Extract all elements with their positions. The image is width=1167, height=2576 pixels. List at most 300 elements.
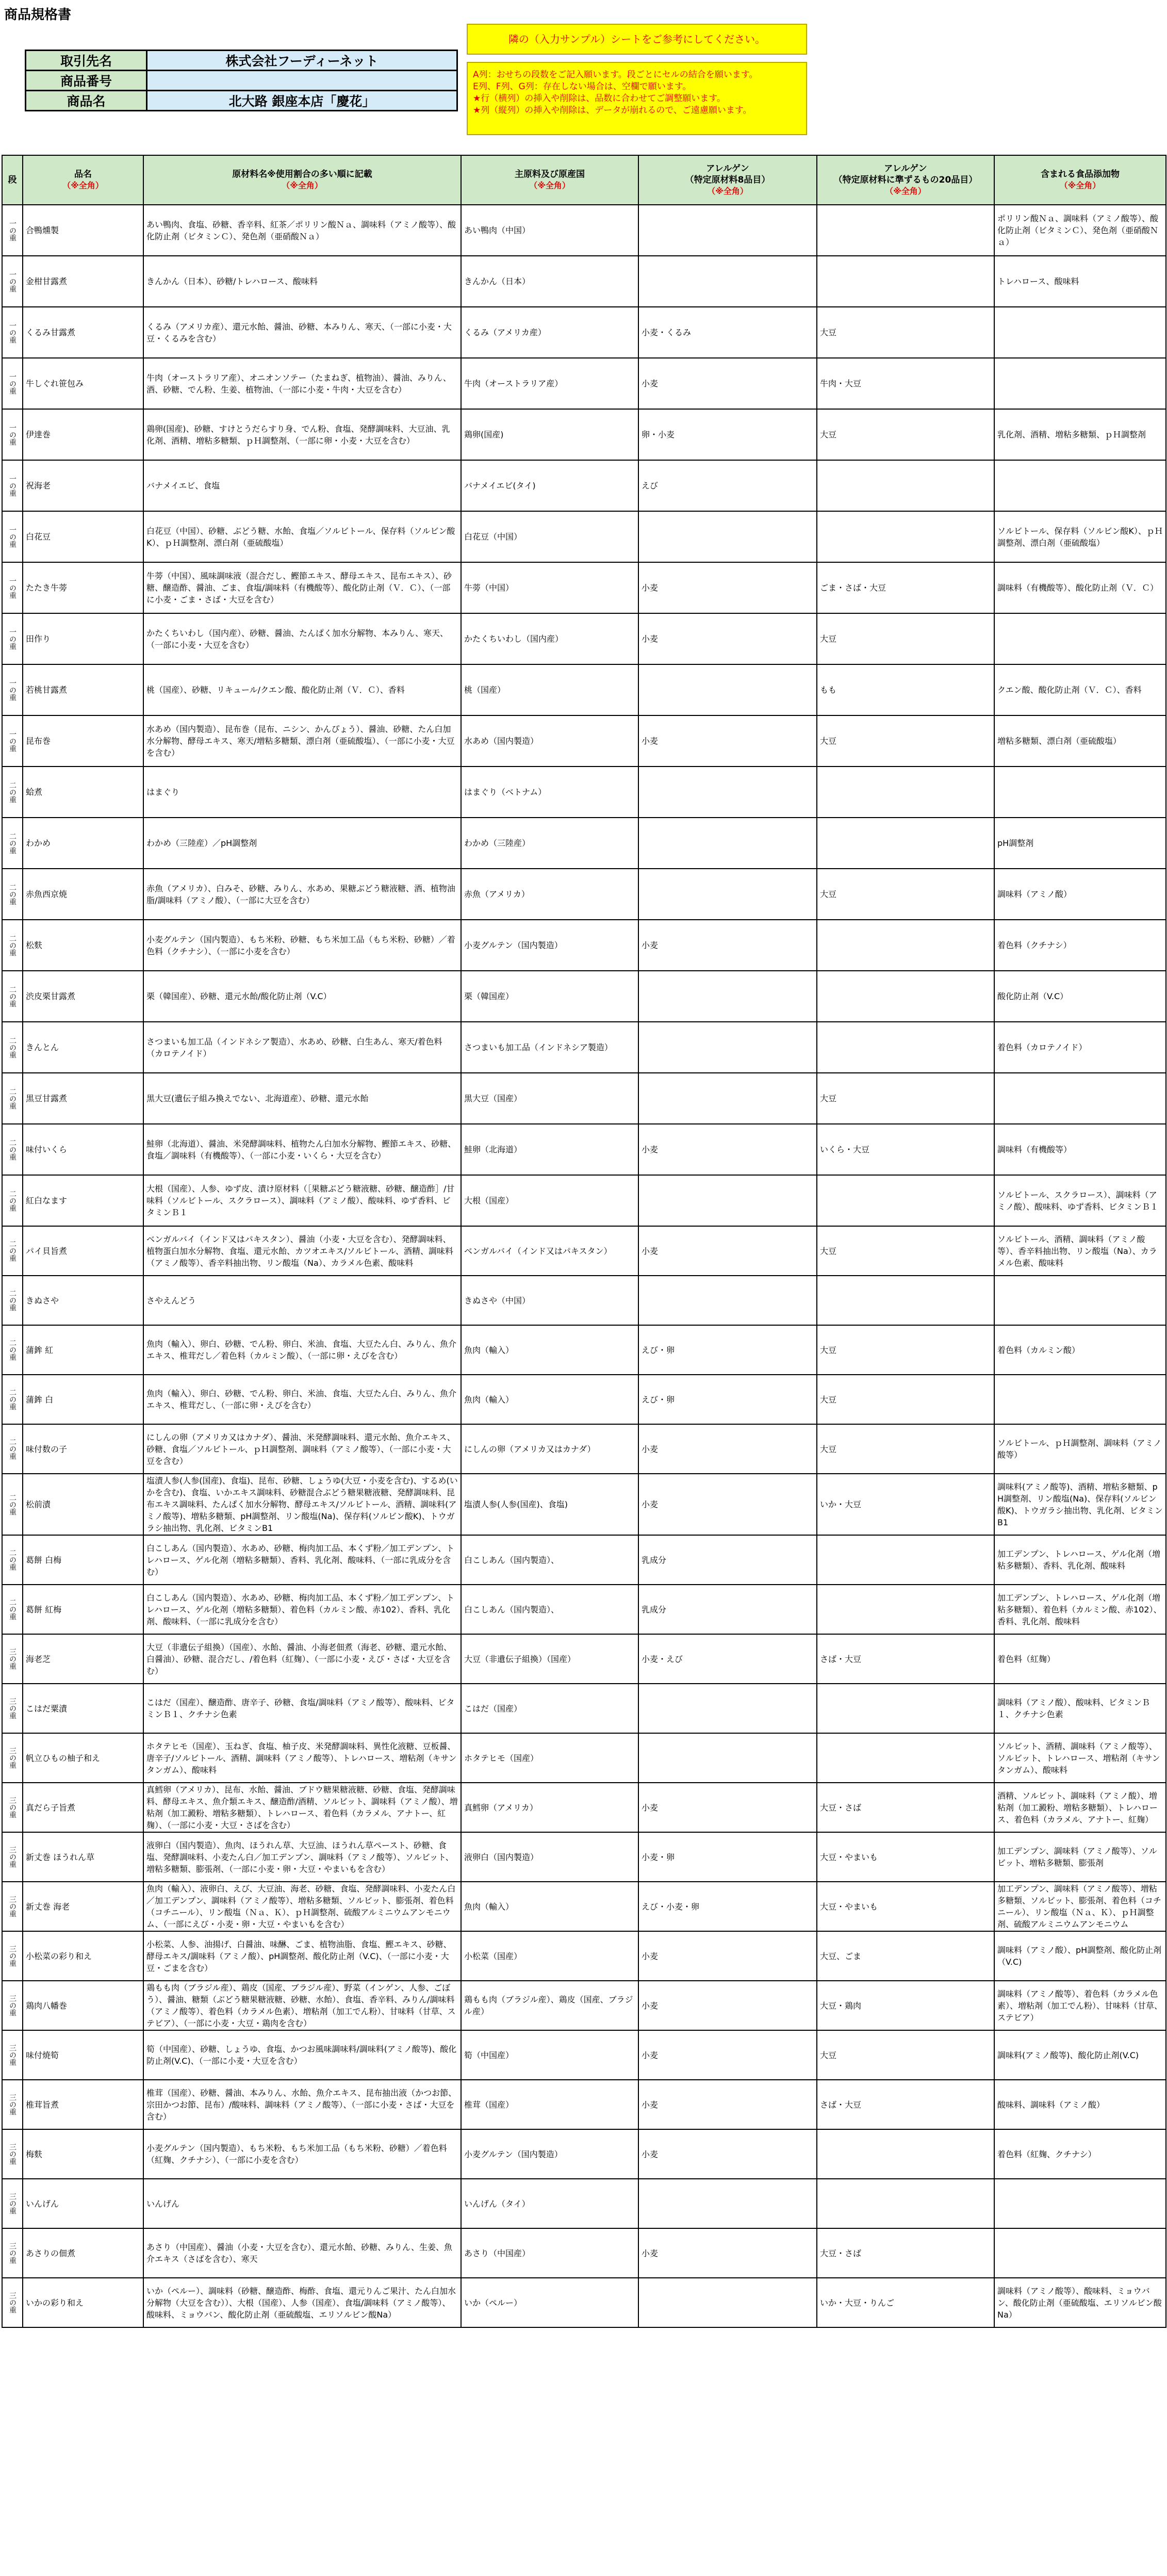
origin-cell: 筍（中国産） [461,2030,638,2080]
product-name-label: 商品名 [26,91,147,111]
allergen20-cell: 大豆 [817,613,994,664]
dan-cell: 二の重 [2,1276,23,1325]
origin-cell: 小麦グルテン（国内製造） [461,2129,638,2179]
allergen8-cell: 小麦 [638,1424,817,1474]
item-name-cell: 鶏肉八幡巻 [23,1981,143,2030]
table-row [2,818,1166,869]
allergen8-cell: 小麦 [638,1474,817,1535]
allergen8-cell: 小麦 [638,2129,817,2179]
table-row [2,1424,1166,1474]
additives-cell: ソルビトール、スクラロース）、調味料（アミノ酸）、酸味料、ゆず香料、ビタミンＢ１ [994,1175,1166,1226]
product-no-row [26,71,457,91]
additives-cell [994,307,1166,358]
item-name-cell: 椎茸旨煮 [23,2080,143,2129]
dan-cell: 三の重 [2,1981,23,2030]
table-row [2,1535,1166,1585]
table-row [2,1832,1166,1882]
dan-cell: 一の重 [2,664,23,715]
allergen20-cell: いか・大豆 [817,1474,994,1535]
dan-cell: 二の重 [2,1474,23,1535]
allergen20-cell: いか・大豆・りんご [817,2278,994,2327]
additives-cell [994,2179,1166,2228]
materials-cell: さつまいも加工品（インドネシア製造）、水あめ、砂糖、白生あん、寒天/着色料（カロテノイド） [143,1022,461,1073]
item-name-cell: 赤魚西京焼 [23,869,143,920]
dan-cell: 二の重 [2,1585,23,1634]
supplier-value: 株式会社フーディーネット [147,51,457,71]
table-row [2,1375,1166,1424]
origin-cell: 赤魚（アメリカ） [461,869,638,920]
allergen8-cell [638,256,817,307]
item-name-cell: くるみ甘露煮 [23,307,143,358]
item-name-cell: 渋皮栗甘露煮 [23,971,143,1022]
table-row [2,1733,1166,1783]
item-name-cell: 新丈巻 海老 [23,1882,143,1931]
additives-cell: 酸化防止剤（V.C） [994,971,1166,1022]
materials-cell: 小麦グルテン（国内製造）、もち米粉、もち米加工品（もち米粉、砂糖）／着色料（紅麹、クチナシ）、（一部に小麦を含む） [143,2129,461,2179]
origin-cell: いんげん（タイ） [461,2179,638,2228]
origin-cell: 白こしあん（国内製造）、 [461,1535,638,1585]
table-row [2,256,1166,307]
allergen20-cell: 大豆 [817,2030,994,2080]
origin-cell: さつまいも加工品（インドネシア製造） [461,1022,638,1073]
materials-cell: 牛肉（オーストラリア産）、オニオンソテー（たまねぎ、植物油）、醤油、みりん、酒、砂糖、でん粉、生姜、植物油、（一部に小麦・牛肉・大豆を含む） [143,358,461,409]
allergen8-cell [638,664,817,715]
origin-cell: ホタテヒモ（国産） [461,1733,638,1783]
allergen8-cell: 小麦 [638,1931,817,1981]
item-name-cell: 蛤煮 [23,767,143,818]
allergen20-cell: 大豆、ごま [817,1931,994,1981]
item-name-cell: 真だら子旨煮 [23,1783,143,1832]
allergen20-cell [817,460,994,511]
allergen8-cell: 小麦 [638,2228,817,2278]
table-row [2,1585,1166,1634]
additives-cell: 調味料（アミノ酸等）、着色料（カラメル色素）、増粘剤（加工でん粉）、甘味料（甘草、ステビア） [994,1981,1166,2030]
additives-cell [994,1073,1166,1124]
additives-cell: 調味料(アミノ酸等)、酒精、増粘多糖類、pH調整剤、リン酸塩(Na)、保存料(ソルビン酸K)、トウガラシ抽出物、乳化剤、ビタミンB1 [994,1474,1166,1535]
additives-cell: 調味料(アミノ酸等)、酸化防止剤(V.C) [994,2030,1166,2080]
allergen20-cell [817,1276,994,1325]
materials-cell: 栗（韓国産）、砂糖、還元水飴/酸化防止剤（V.C） [143,971,461,1022]
dan-cell: 一の重 [2,613,23,664]
item-name-cell: 味付数の子 [23,1424,143,1474]
allergen8-cell: えび・卵 [638,1325,817,1375]
table-row [2,307,1166,358]
dan-cell: 三の重 [2,1634,23,1684]
materials-cell: いんげん [143,2179,461,2228]
additives-cell [994,1375,1166,1424]
materials-cell: 小麦グルテン（国内製造）、もち米粉、砂糖、もち米加工品（もち米粉、砂糖）／着色料（クチナシ）、（一部に小麦を含む） [143,920,461,971]
materials-cell: 大豆（非遺伝子組換）（国産）、水飴、醤油、小海老佃煮（海老、砂糖、還元水飴、白醤油）、砂糖、混合だし、/着色料（紅麹）、（一部に小麦・えび・さば・大豆を含む） [143,1634,461,1684]
origin-cell: 魚肉（輸入） [461,1325,638,1375]
product-name-value: 北大路 銀座本店「慶花」 [147,91,457,111]
additives-cell: ソルビット、酒精、調味料（アミノ酸等）、ソルビット、トレハロース、増粘剤（キサンタンガム）、酸味料 [994,1733,1166,1783]
allergen20-cell: 大豆 [817,1424,994,1474]
item-name-cell: 昆布巻 [23,715,143,767]
allergen8-cell [638,1175,817,1226]
additives-cell: pH調整剤 [994,818,1166,869]
allergen8-cell [638,1684,817,1733]
item-name-cell: 牛しぐれ笹包み [23,358,143,409]
product-no-value [147,71,457,91]
dan-cell: 二の重 [2,818,23,869]
additives-cell: クエン酸、酸化防止剤（Ｖ．Ｃ）、香料 [994,664,1166,715]
table-row [2,1325,1166,1375]
dan-cell: 一の重 [2,460,23,511]
materials-cell: 魚肉（輸入）、卵白、砂糖、でん粉、卵白、米油、食塩、大豆たん白、みりん、魚介エキス、椎茸だし、（一部に卵・えびを含む） [143,1375,461,1424]
materials-cell: 椎茸（国産）、砂糖、醤油、本みりん、水飴、魚介エキス、昆布抽出液（かつお節、宗田かつお節、昆布）/酸味料、調味料（アミノ酸等）、（一部に小麦・さば・大豆を含む） [143,2080,461,2129]
allergen20-cell: 大豆・鶏肉 [817,1981,994,2030]
table-row [2,2080,1166,2129]
materials-cell: 白花豆（中国）、砂糖、ぶどう糖、水飴、食塩／ソルビトール、保存料（ソルビン酸K）、ｐＨ調整剤、漂白剤（亜硫酸塩） [143,511,461,562]
product-no-label: 商品番号 [26,71,147,91]
item-name-cell: きんとん [23,1022,143,1073]
spec-table [2,155,1166,2328]
item-name-cell: 葛餅 紅梅 [23,1585,143,1634]
dan-cell: 一の重 [2,358,23,409]
table-row [2,1931,1166,1981]
allergen8-cell: 卵・小麦 [638,409,817,460]
table-row [2,1226,1166,1276]
additives-cell: 加工デンプン、調味料（アミノ酸等）、増粘多糖類、ソルビット、膨張剤、着色料（コチニール）、リン酸塩（Ｎａ、Ｋ）、ｐＨ調整剤、硫酸アルミニウムアンモニウム [994,1882,1166,1931]
origin-cell: 鶏卵(国産) [461,409,638,460]
table-row [2,205,1166,256]
table-row [2,1783,1166,1832]
allergen8-cell [638,818,817,869]
origin-cell: 液卵白（国内製造） [461,1832,638,1882]
dan-cell: 一の重 [2,511,23,562]
allergen20-cell: 大豆 [817,869,994,920]
allergen20-cell [817,1175,994,1226]
dan-cell: 二の重 [2,1424,23,1474]
item-name-cell: 紅白なます [23,1175,143,1226]
item-name-cell: 蒲鉾 紅 [23,1325,143,1375]
product-name-row [26,91,457,111]
origin-cell: 真鱈卵（アメリカ） [461,1783,638,1832]
allergen20-cell: 大豆 [817,1325,994,1375]
instructions-box [467,62,807,135]
additives-cell [994,1276,1166,1325]
materials-cell: くるみ（アメリカ産）、還元水飴、醤油、砂糖、本みりん、寒天、（一部に小麦・大豆・くるみを含む） [143,307,461,358]
allergen20-cell [817,256,994,307]
additives-cell: 着色料（カロテノイド） [994,1022,1166,1073]
materials-cell: わかめ（三陸産）／pH調整剤 [143,818,461,869]
origin-cell: 水あめ（国内製造） [461,715,638,767]
origin-cell: あい鴨肉（中国） [461,205,638,256]
origin-cell: 小松菜（国産） [461,1931,638,1981]
table-row [2,2129,1166,2179]
item-name-cell: いかの彩り和え [23,2278,143,2327]
table-row [2,2278,1166,2327]
dan-cell: 二の重 [2,1073,23,1124]
allergen8-cell [638,1022,817,1073]
dan-cell: 一の重 [2,409,23,460]
table-row [2,1124,1166,1175]
additives-cell: 着色料（紅麹、クチナシ） [994,2129,1166,2179]
allergen20-cell: さば・大豆 [817,1634,994,1684]
allergen20-cell: 大豆・やまいも [817,1832,994,1882]
table-row [2,460,1166,511]
dan-cell: 二の重 [2,869,23,920]
allergen8-cell: 小麦 [638,358,817,409]
materials-cell: 白こしあん（国内製造）、水あめ、砂糖、梅肉加工品、本くず粉／加工デンプン、トレハロース、ゲル化剤（増粘多糖類）、香料、乳化剤、酸味料、（一部に乳成分を含む） [143,1535,461,1585]
allergen8-cell [638,767,817,818]
allergen20-cell [817,511,994,562]
dan-cell: 二の重 [2,1124,23,1175]
origin-cell: 小麦グルテン（国内製造） [461,920,638,971]
materials-cell: あさり（中国産）、醤油（小麦・大豆を含む）、還元水飴、砂糖、みりん、生姜、魚介エキス（さばを含む）、寒天 [143,2228,461,2278]
materials-cell: 液卵白（国内製造）、魚肉、ほうれん草、大豆油、ほうれん草ペースト、砂糖、食塩、発酵調味料、小麦たん白／加工デンプン、調味料（アミノ酸等）、ソルビット、増粘多糖類、膨張剤、（一部に小麦・卵・大豆・やまいもを含む） [143,1832,461,1882]
materials-cell: 鮭卵（北海道）、醤油、米発酵調味料、植物たん白加水分解物、鰹節エキス、砂糖、食塩／調味料（有機酸等）、（一部に小麦・いくら・大豆を含む） [143,1124,461,1175]
additives-cell: ソルビトール、酒精、調味料（アミノ酸等）、香辛料抽出物、リン酸塩（Na）、カラメル色素、酸味料 [994,1226,1166,1276]
allergen20-cell: さば・大豆 [817,2080,994,2129]
origin-cell: にしんの卵（アメリカ又はカナダ） [461,1424,638,1474]
origin-cell: 牛蒡（中国） [461,562,638,613]
item-name-cell: 祝海老 [23,460,143,511]
allergen20-cell [817,1585,994,1634]
origin-cell: きぬさや（中国） [461,1276,638,1325]
allergen8-cell: 乳成分 [638,1585,817,1634]
allergen20-cell: 大豆 [817,307,994,358]
allergen20-cell [817,1022,994,1073]
item-name-cell: 味付焼筍 [23,2030,143,2080]
additives-cell: 加工デンプン、調味料（アミノ酸等）、ソルビット、増粘多糖類、膨張剤 [994,1832,1166,1882]
instruction-line: A列：おせちの段数をご記入願います。段ごとにセルの結合を願います。 [473,70,758,80]
item-name-cell: 味付いくら [23,1124,143,1175]
item-name-cell: 黒豆甘露煮 [23,1073,143,1124]
materials-cell: 桃（国産）、砂糖、リキュール/クエン酸、酸化防止剤（Ｖ．Ｃ）、香料 [143,664,461,715]
materials-cell: 真鱈卵（アメリカ）、昆布、水飴、醤油、ブドウ糖果糖液糖、砂糖、食塩、発酵調味料、酵母エキス、魚介類エキス、醸造酢/酒精、ソルビット、調味料（アミノ酸）、増粘剤（加工澱粉、増粘多糖類）、トレハロース、着色料（カラメル、アナトー、紅麹）、（一部に小麦・大豆・さばを含む） [143,1783,461,1832]
table-row [2,2179,1166,2228]
item-name-cell: いんげん [23,2179,143,2228]
origin-cell: 大豆（非遺伝子組換）（国産） [461,1634,638,1684]
allergen8-cell: 小麦 [638,1783,817,1832]
origin-cell: はまぐり（ベトナム） [461,767,638,818]
allergen8-cell: えび・卵 [638,1375,817,1424]
item-name-cell: 梅麩 [23,2129,143,2179]
dan-cell: 一の重 [2,256,23,307]
item-name-cell: 松麩 [23,920,143,971]
allergen8-cell [638,2179,817,2228]
dan-cell: 三の重 [2,1931,23,1981]
additives-cell: 調味料（アミノ酸）、pH調整剤、酸化防止剤（V.C) [994,1931,1166,1981]
instruction-line: E列、F列、G列：存在しない場合は、空欄で願います。 [473,81,692,92]
materials-cell: こはだ（国産）、醸造酢、唐辛子、砂糖、食塩/調味料（アミノ酸等）、酸味料、ビタミンＢ１、クチナシ色素 [143,1684,461,1733]
materials-cell: バナメイエビ、食塩 [143,460,461,511]
instruction-line: ★行（横列）の挿入や削除は、品数に合わせてご調整願います。 [473,93,726,104]
supplier-label: 取引先名 [26,51,147,71]
allergen20-cell: もも [817,664,994,715]
additives-cell: 着色料（紅麹） [994,1634,1166,1684]
info-table [25,50,458,111]
origin-cell: 桃（国産） [461,664,638,715]
table-row [2,1175,1166,1226]
allergen8-cell: 小麦・くるみ [638,307,817,358]
origin-cell: わかめ（三陸産） [461,818,638,869]
table-row [2,1073,1166,1124]
allergen8-cell [638,1276,817,1325]
materials-cell: 黒大豆(遺伝子組み換えでない、北海道産）、砂糖、還元水飴 [143,1073,461,1124]
materials-cell: ベンガルバイ（インド又はパキスタン）、醤油（小麦・大豆を含む）、発酵調味料、植物蛋白加水分解物、食塩、還元水飴、カツオエキス/ソルビトール、酒精、調味料（アミノ酸等）、香辛料抽出物、リン酸塩（Na）、カラメル色素、酸味料 [143,1226,461,1276]
dan-cell: 三の重 [2,2228,23,2278]
col-header-origin: 主原料及び原産国 （※全角） [461,155,638,205]
additives-cell: ソルビトール、ｐＨ調整剤、調味料（アミノ酸等） [994,1424,1166,1474]
dan-cell: 二の重 [2,1226,23,1276]
origin-cell: 黒大豆（国産） [461,1073,638,1124]
allergen8-cell [638,511,817,562]
dan-cell: 三の重 [2,2278,23,2327]
dan-cell: 三の重 [2,2080,23,2129]
dan-cell: 一の重 [2,307,23,358]
allergen20-cell [817,767,994,818]
allergen8-cell: 小麦 [638,715,817,767]
allergen20-cell: 牛肉・大豆 [817,358,994,409]
dan-cell: 一の重 [2,205,23,256]
materials-cell: ホタテヒモ（国産）、玉ねぎ、食塩、柚子皮、米発酵調味料、異性化液糖、豆板醤、唐辛子/ソルビトール、酒精、調味料（アミノ酸等）、トレハロース、増粘剤（キサンタンガム）、酸味料 [143,1733,461,1783]
materials-cell: 魚肉（輸入）、液卵白、えび、大豆油、海老、砂糖、食塩、発酵調味料、小麦たん白／加工デンプン、調味料（アミノ酸等）、増粘多糖類、ソルビット、膨張剤、着色料（コチニール）、リン酸塩（Ｎａ、Ｋ）、ｐＨ調整剤、硫酸アルミニウムアンモニウム、（一部にえび・小麦・卵・大豆・やまいもを含む） [143,1882,461,1931]
item-name-cell: 蒲鉾 白 [23,1375,143,1424]
item-name-cell: 伊達巻 [23,409,143,460]
item-name-cell: 帆立ひもの柚子和え [23,1733,143,1783]
allergen20-cell: 大豆・やまいも [817,1882,994,1931]
allergen8-cell: えび [638,460,817,511]
additives-cell: 調味料（アミノ酸） [994,869,1166,920]
allergen8-cell [638,869,817,920]
allergen8-cell: 小麦 [638,1124,817,1175]
dan-cell: 三の重 [2,1733,23,1783]
table-row [2,1981,1166,2030]
table-row [2,1022,1166,1073]
table-row [2,1474,1166,1535]
item-name-cell: 白花豆 [23,511,143,562]
origin-cell: 鶏もも肉（ブラジル産）、鶏皮（国産、ブラジル産） [461,1981,638,2030]
instruction-line: ★列（縦列）の挿入や削除は、データが崩れるので、ご遠慮願います。 [473,105,752,116]
supplier-row [26,51,457,71]
table-row [2,1276,1166,1325]
dan-cell: 二の重 [2,971,23,1022]
additives-cell [994,767,1166,818]
additives-cell: 着色料（クチナシ） [994,920,1166,971]
allergen8-cell: 小麦 [638,920,817,971]
origin-cell: こはだ（国産） [461,1684,638,1733]
item-name-cell: 松前漬 [23,1474,143,1535]
allergen8-cell [638,2278,817,2327]
origin-cell: いか（ペルー） [461,2278,638,2327]
allergen20-cell: 大豆・さば [817,2228,994,2278]
header-row [2,155,1166,205]
materials-cell: いか（ペルー）、調味料（砂糖、醸造酢、梅酢、食塩、還元りんご果汁、たん白加水分解物（大豆を含む））、大根（国産）、人参（国産）、食塩/調味料（アミノ酸等）、酸味料、ミョウバン、酸化防止剤（亜硫酸塩、エリソルビン酸Na） [143,2278,461,2327]
item-name-cell: 田作り [23,613,143,664]
additives-cell: 乳化剤、酒精、増粘多糖類、ｐＨ調整剤 [994,409,1166,460]
item-name-cell: 海老芝 [23,1634,143,1684]
dan-cell: 二の重 [2,1175,23,1226]
allergen8-cell [638,1733,817,1783]
item-name-cell: パイ貝旨煮 [23,1226,143,1276]
origin-cell: 椎茸（国産） [461,2080,638,2129]
additives-cell: 調味料（有機酸等） [994,1124,1166,1175]
origin-cell: くるみ（アメリカ産） [461,307,638,358]
item-name-cell: あさりの佃煮 [23,2228,143,2278]
dan-cell: 二の重 [2,767,23,818]
materials-cell: 牛蒡（中国）、風味調味液（混合だし、鰹節エキス、酵母エキス、昆布エキス）、砂糖、醸造酢、醤油、ごま、食塩/調味料（有機酸等）、酸化防止剤（Ｖ．Ｃ）、（一部に小麦・ごま・さば・大豆を含む） [143,562,461,613]
table-row [2,562,1166,613]
allergen20-cell: ごま・さば・大豆 [817,562,994,613]
allergen8-cell [638,1073,817,1124]
allergen20-cell: 大豆 [817,409,994,460]
allergen20-cell: 大豆 [817,715,994,767]
allergen8-cell: 小麦 [638,613,817,664]
allergen8-cell: 小麦 [638,1226,817,1276]
dan-cell: 二の重 [2,1375,23,1424]
materials-cell: 大根（国産）、人参、ゆず皮、漬け原材料（［果糖ぶどう糖液糖、砂糖、醸造酢］/甘味料（ソルビトール、スクラロース）、調味料（アミノ酸）、酸味料、ゆず香料、ビタミンＢ１ [143,1175,461,1226]
allergen8-cell: 乳成分 [638,1535,817,1585]
origin-cell: 魚肉（輸入） [461,1882,638,1931]
materials-cell: さやえんどう [143,1276,461,1325]
dan-cell: 二の重 [2,920,23,971]
table-row [2,2030,1166,2080]
allergen8-cell: えび・小麦・卵 [638,1882,817,1931]
item-name-cell: たたき牛蒡 [23,562,143,613]
additives-cell: 加工デンプン、トレハロース、ゲル化剤（増粘多糖類）、着色料（カルミン酸、赤102）、香料、乳化剤、酸味料 [994,1585,1166,1634]
allergen20-cell [817,971,994,1022]
additives-cell [994,613,1166,664]
origin-cell: ベンガルバイ（インド又はパキスタン） [461,1226,638,1276]
table-row [2,1634,1166,1684]
allergen20-cell: 大豆 [817,1073,994,1124]
materials-cell: 筍（中国産）、砂糖、しょうゆ、食塩、かつお風味調味料/調味料(アミノ酸等)、酸化防止剤(V.C)、（一部に小麦・大豆を含む） [143,2030,461,2080]
materials-cell: 魚肉（輸入）、卵白、砂糖、でん粉、卵白、米油、食塩、大豆たん白、みりん、魚介エキス、椎茸だし／着色料（カルミン酸）、（一部に卵・えびを含む） [143,1325,461,1375]
allergen20-cell: 大豆・さば [817,1783,994,1832]
sample-sheet-notice: 隣の（入力サンプル）シートをご参考にしてください。 [467,24,807,55]
additives-cell: 調味料（有機酸等）、酸化防止剤（Ｖ．Ｃ） [994,562,1166,613]
materials-cell: にしんの卵（アメリカ又はカナダ）、醤油、米発酵調味料、還元水飴、魚介エキス、砂糖、食塩／ソルビトール、ｐＨ調整剤、調味料（アミノ酸等）、（一部に小麦・大豆を含む） [143,1424,461,1474]
dan-cell: 一の重 [2,562,23,613]
origin-cell: 大根（国産） [461,1175,638,1226]
allergen8-cell: 小麦 [638,2030,817,2080]
materials-cell: 赤魚（アメリカ）、白みそ、砂糖、みりん、水あめ、果糖ぶどう糖液糖、酒、植物油脂/調味料（アミノ酸）、（一部に大豆を含む） [143,869,461,920]
origin-cell: きんかん（日本） [461,256,638,307]
dan-cell: 三の重 [2,1882,23,1931]
dan-cell: 三の重 [2,1684,23,1733]
allergen8-cell: 小麦・えび [638,1634,817,1684]
allergen20-cell: 大豆 [817,1375,994,1424]
allergen20-cell: 大豆 [817,1226,994,1276]
table-row [2,1684,1166,1733]
dan-cell: 二の重 [2,1535,23,1585]
origin-cell: 白花豆（中国） [461,511,638,562]
dan-cell: 一の重 [2,715,23,767]
col-header-name: 品名 （※全角） [23,155,143,205]
dan-cell: 三の重 [2,1783,23,1832]
additives-cell: 酒精、ソルビット、調味料（アミノ酸）、増粘剤（加工澱粉、増粘多糖類）、トレハロース、着色料（カラメル、アナトー、紅麹） [994,1783,1166,1832]
table-row [2,1882,1166,1931]
dan-cell: 三の重 [2,2129,23,2179]
table-row [2,869,1166,920]
table-row [2,613,1166,664]
dan-cell: 三の重 [2,1832,23,1882]
allergen20-cell: いくら・大豆 [817,1124,994,1175]
dan-cell: 三の重 [2,2030,23,2080]
table-row [2,358,1166,409]
additives-cell: 加工デンプン、トレハロース、ゲル化剤（増粘多糖類）、香料、乳化剤、酸味料 [994,1535,1166,1585]
allergen20-cell [817,1684,994,1733]
allergen20-cell [817,818,994,869]
additives-cell [994,460,1166,511]
additives-cell: トレハロース、酸味料 [994,256,1166,307]
dan-cell: 二の重 [2,1325,23,1375]
allergen20-cell [817,2179,994,2228]
table-row [2,2228,1166,2278]
dan-cell: 二の重 [2,1022,23,1073]
